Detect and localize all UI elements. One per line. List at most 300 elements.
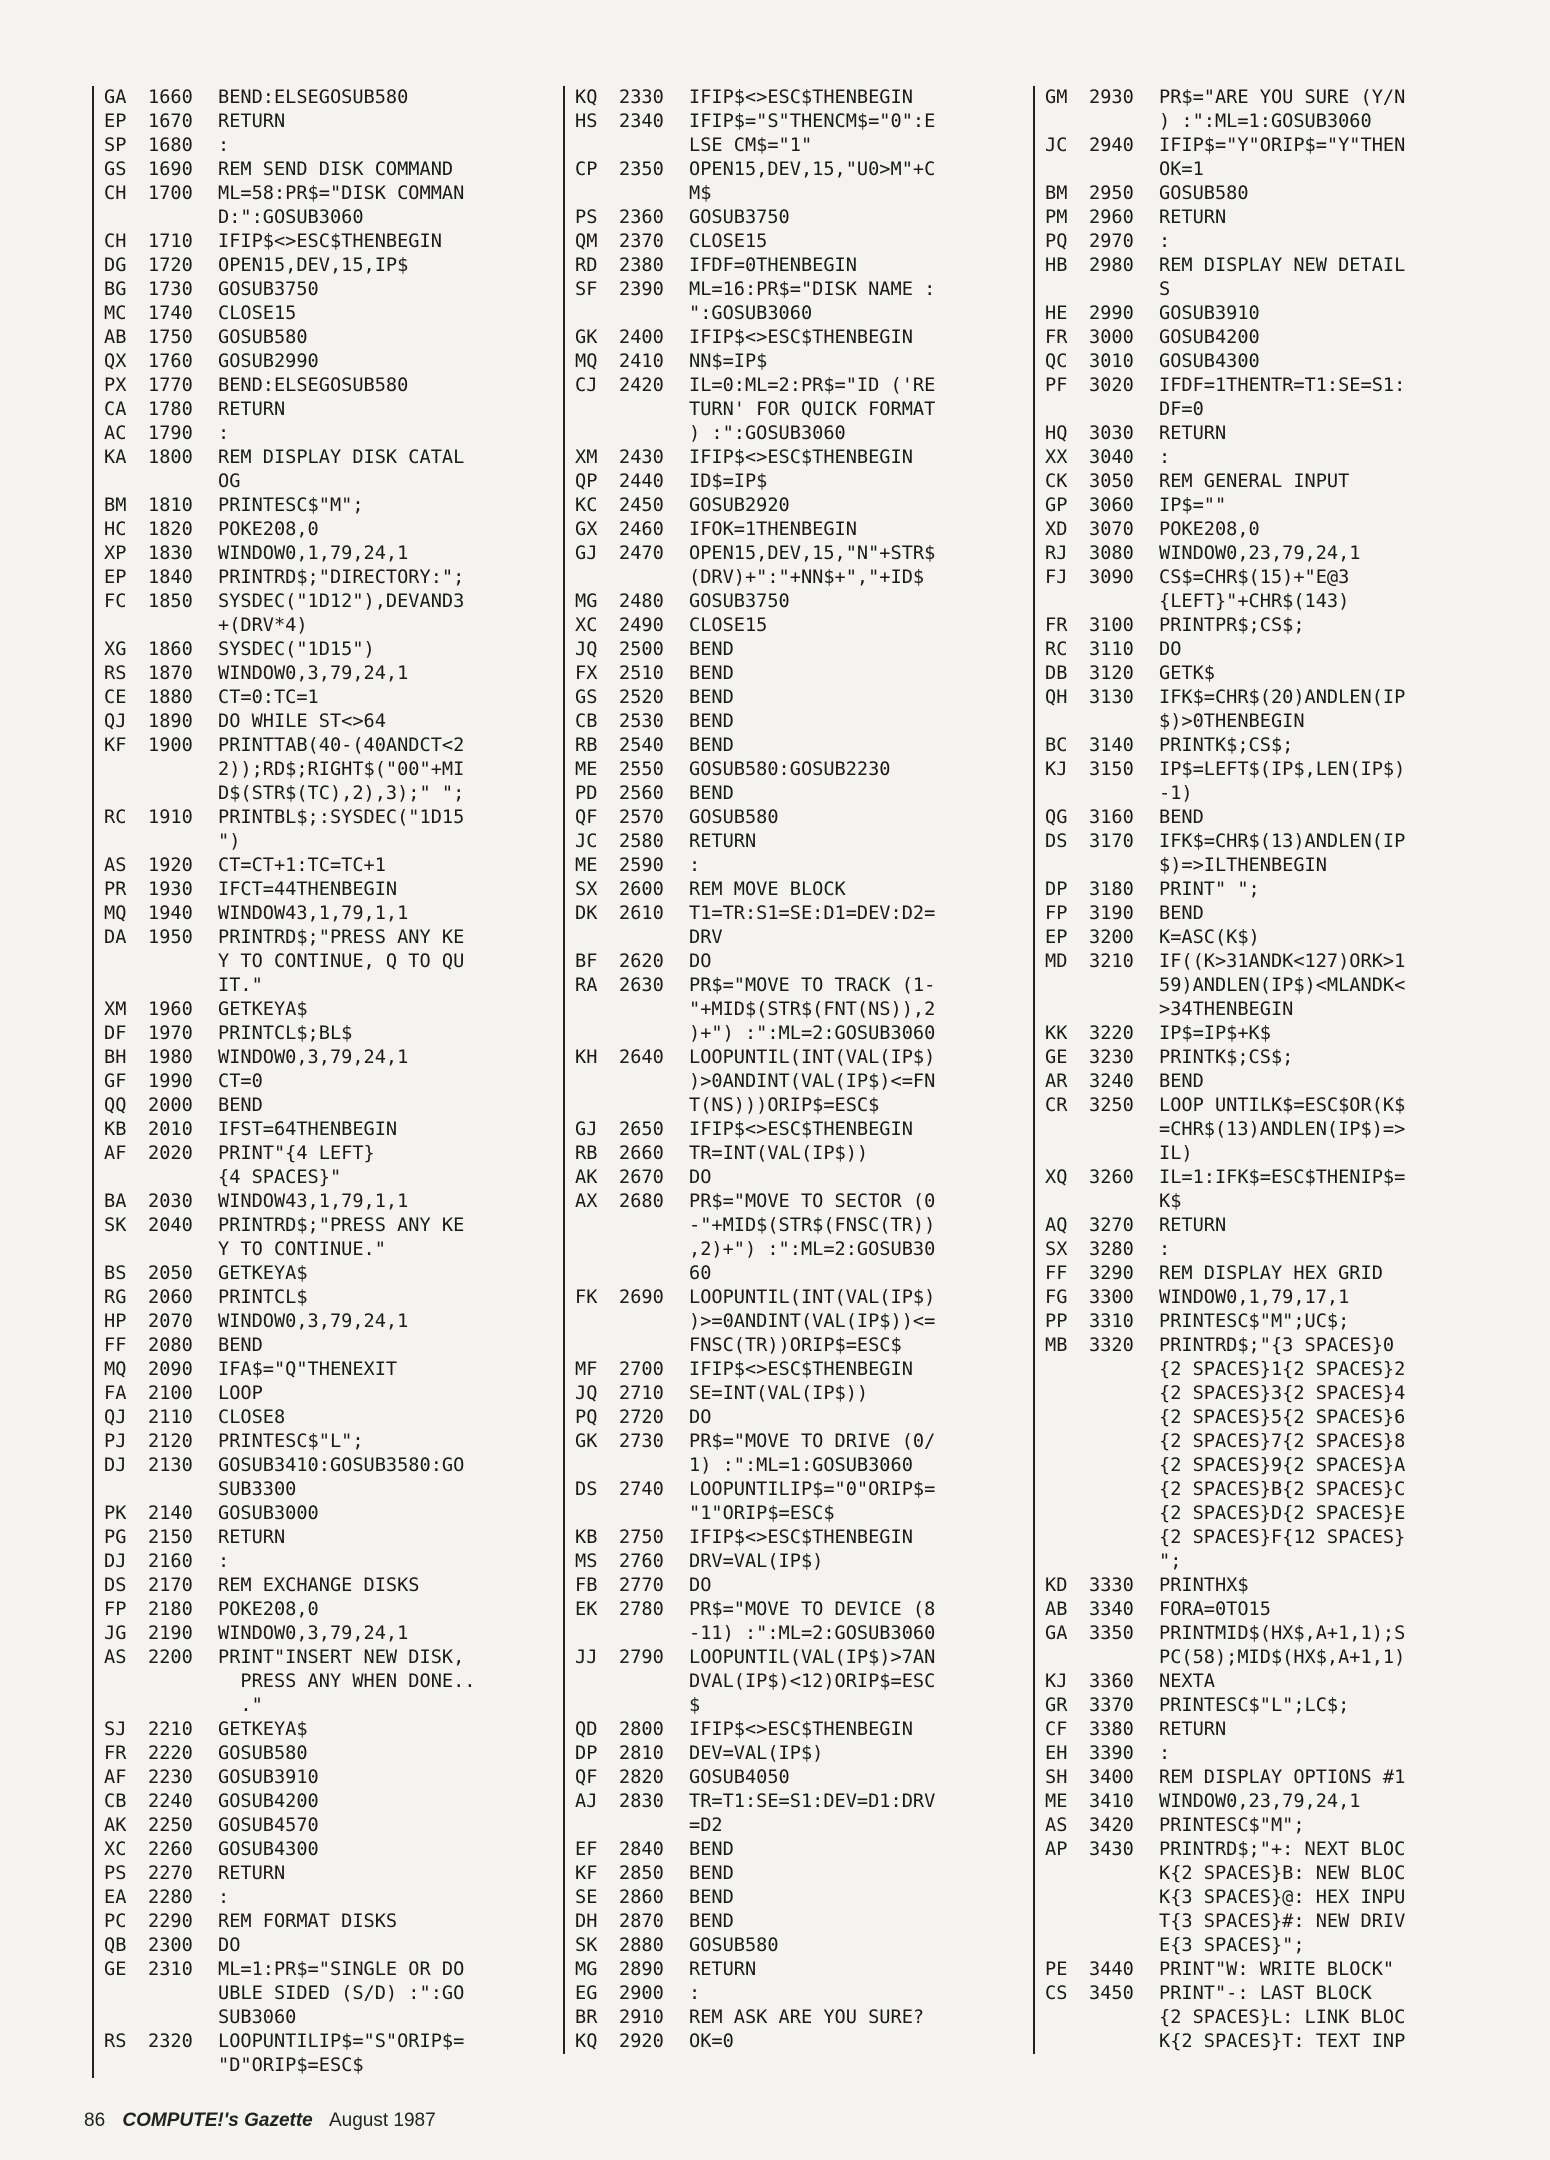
- listing-line: [1045, 1766, 1495, 1790]
- checksum-code: FR: [1045, 327, 1068, 348]
- listing-line: [104, 1454, 554, 1478]
- listing-line: [1045, 830, 1495, 854]
- checksum-code: CB: [104, 1791, 127, 1812]
- checksum-code: [1045, 278, 1089, 302]
- listing-line: [1045, 446, 1495, 470]
- line-number: [1089, 1142, 1159, 1166]
- line-number: 2330: [619, 87, 664, 108]
- listing-line: [104, 134, 554, 158]
- line-number: 3150: [1089, 759, 1134, 780]
- basic-statement: >34THENBEGIN: [1159, 999, 1294, 1020]
- basic-statement: OG: [218, 471, 241, 492]
- basic-statement: RETURN: [1159, 423, 1227, 444]
- line-number: 2090: [148, 1359, 193, 1380]
- line-number: 3260: [1089, 1167, 1134, 1188]
- listing-line: [1045, 230, 1495, 254]
- listing-line: [575, 1430, 1025, 1454]
- listing-line: [575, 374, 1025, 398]
- checksum-code: PF: [1045, 375, 1068, 396]
- basic-statement: GETK$: [1159, 663, 1215, 684]
- basic-statement: 2));RD$;RIGHT$("00"+MI: [218, 759, 465, 780]
- checksum-code: [575, 1502, 619, 1526]
- listing-line: [104, 686, 554, 710]
- checksum-code: MQ: [104, 903, 127, 924]
- line-number: [619, 1670, 689, 1694]
- basic-statement: GOSUB580:GOSUB2230: [689, 759, 891, 780]
- listing-line: [104, 278, 554, 302]
- line-number: 1760: [148, 351, 193, 372]
- listing-line: [1045, 926, 1495, 950]
- listing-line: [575, 158, 1025, 182]
- line-number: 2880: [619, 1935, 664, 1956]
- checksum-code: XC: [104, 1839, 127, 1860]
- line-number: 2790: [619, 1647, 664, 1668]
- listing-continuation-line: [575, 398, 1025, 422]
- checksum-code: QD: [575, 1719, 598, 1740]
- checksum-code: [1045, 398, 1089, 422]
- listing-line: [575, 1142, 1025, 1166]
- checksum-code: PP: [1045, 1311, 1068, 1332]
- line-number: 2420: [619, 375, 664, 396]
- basic-statement: IFCT=44THENBEGIN: [218, 879, 398, 900]
- line-number: 2380: [619, 255, 664, 276]
- checksum-code: DJ: [104, 1551, 127, 1572]
- basic-statement: ML=58:PR$="DISK COMMAN: [218, 183, 465, 204]
- basic-statement: D$(STR$(TC),2),3);" ";: [218, 783, 465, 804]
- listing-continuation-line: [575, 1022, 1025, 1046]
- listing-line: [1045, 1742, 1495, 1766]
- checksum-code: [575, 398, 619, 422]
- line-number: 1940: [148, 903, 193, 924]
- basic-statement: :: [218, 423, 230, 444]
- listing-line: [575, 1478, 1025, 1502]
- line-number: [148, 470, 218, 494]
- line-number: 2660: [619, 1143, 664, 1164]
- listing-line: [1045, 1238, 1495, 1262]
- checksum-code: [1045, 1934, 1089, 1958]
- listing-continuation-line: [104, 206, 554, 230]
- line-number: 2030: [148, 1191, 193, 1212]
- basic-statement: REM DISPLAY HEX GRID: [1159, 1263, 1383, 1284]
- checksum-code: KF: [575, 1863, 598, 1884]
- line-number: 1680: [148, 135, 193, 156]
- listing-continuation-line: [575, 1694, 1025, 1718]
- basic-statement: DO: [689, 1575, 712, 1596]
- line-number: 3370: [1089, 1695, 1134, 1716]
- line-number: [619, 1334, 689, 1358]
- line-number: 2950: [1089, 183, 1134, 204]
- listing-line: [104, 998, 554, 1022]
- checksum-code: CH: [104, 183, 127, 204]
- basic-statement: GETKEYA$: [218, 1263, 308, 1284]
- checksum-code: RA: [575, 975, 598, 996]
- line-number: 3180: [1089, 879, 1134, 900]
- line-number: 3120: [1089, 663, 1134, 684]
- line-number: [1089, 1382, 1159, 1406]
- listing-line: [575, 806, 1025, 830]
- basic-statement: DF=0: [1159, 399, 1204, 420]
- line-number: 1970: [148, 1023, 193, 1044]
- listing-line: [104, 1766, 554, 1790]
- listing-line: [104, 1886, 554, 1910]
- basic-statement: :: [1159, 1239, 1171, 1260]
- basic-statement: PRINTK$;CS$;: [1159, 1047, 1294, 1068]
- line-number: 2920: [619, 2031, 664, 2052]
- checksum-code: XQ: [1045, 1167, 1068, 1188]
- basic-statement: LOOPUNTIL(VAL(IP$)>7AN: [689, 1647, 936, 1668]
- line-number: 1740: [148, 303, 193, 324]
- basic-statement: )>0ANDINT(VAL(IP$)<=FN: [689, 1071, 936, 1092]
- line-number: 1820: [148, 519, 193, 540]
- listing-continuation-line: [104, 950, 554, 974]
- basic-statement: PRINT"{4 LEFT}: [218, 1143, 375, 1164]
- basic-statement: WINDOW43,1,79,1,1: [218, 903, 409, 924]
- checksum-code: [575, 566, 619, 590]
- line-number: [148, 830, 218, 854]
- checksum-code: MF: [575, 1359, 598, 1380]
- line-number: 1920: [148, 855, 193, 876]
- line-number: 1750: [148, 327, 193, 348]
- listing-line: [104, 1502, 554, 1526]
- checksum-code: FB: [575, 1575, 598, 1596]
- listing-line: [575, 1166, 1025, 1190]
- listing-continuation-line: [575, 566, 1025, 590]
- line-number: [619, 1814, 689, 1838]
- line-number: 1900: [148, 735, 193, 756]
- line-number: [1089, 278, 1159, 302]
- listing-line: [1045, 470, 1495, 494]
- checksum-code: SP: [104, 135, 127, 156]
- checksum-code: [1045, 2030, 1089, 2054]
- listing-continuation-line: [1045, 398, 1495, 422]
- checksum-code: [1045, 590, 1089, 614]
- listing-line: [104, 1526, 554, 1550]
- basic-statement: E{3 SPACES}";: [1159, 1935, 1305, 1956]
- listing-line: [1045, 1310, 1495, 1334]
- listing-line: [575, 110, 1025, 134]
- basic-statement: REM ASK ARE YOU SURE?: [689, 2007, 925, 2028]
- line-number: 2110: [148, 1407, 193, 1428]
- line-number: 1850: [148, 591, 193, 612]
- basic-statement: K=ASC(K$): [1159, 927, 1260, 948]
- line-number: 3350: [1089, 1623, 1134, 1644]
- basic-statement: GOSUB4200: [218, 1791, 319, 1812]
- checksum-code: DP: [575, 1743, 598, 1764]
- line-number: 1780: [148, 399, 193, 420]
- basic-statement: LOOPUNTIL(INT(VAL(IP$): [689, 1287, 936, 1308]
- basic-statement: NN$=IP$: [689, 351, 768, 372]
- basic-statement: GOSUB580: [689, 807, 779, 828]
- basic-statement: PRINTESC$"M";UC$;: [1159, 1311, 1350, 1332]
- basic-statement: PRINTESC$"L";: [218, 1431, 364, 1452]
- line-number: 2800: [619, 1719, 664, 1740]
- line-number: 3100: [1089, 615, 1134, 636]
- line-number: 3190: [1089, 903, 1134, 924]
- checksum-code: DG: [104, 255, 127, 276]
- checksum-code: CE: [104, 687, 127, 708]
- line-number: 1770: [148, 375, 193, 396]
- basic-statement: T(NS)))ORIP$=ESC$: [689, 1095, 880, 1116]
- checksum-code: KQ: [575, 87, 598, 108]
- basic-statement: GOSUB4300: [1159, 351, 1260, 372]
- checksum-code: HC: [104, 519, 127, 540]
- checksum-code: [1045, 998, 1089, 1022]
- line-number: 2280: [148, 1887, 193, 1908]
- basic-statement: GOSUB580: [218, 1743, 308, 1764]
- line-number: [619, 926, 689, 950]
- basic-statement: PRESS ANY WHEN DONE..: [218, 1671, 476, 1692]
- line-number: 3450: [1089, 1983, 1134, 2004]
- listing-line: [104, 1286, 554, 1310]
- line-number: [619, 182, 689, 206]
- line-number: [148, 1694, 218, 1718]
- basic-statement: REM DISPLAY NEW DETAIL: [1159, 255, 1406, 276]
- line-number: 2170: [148, 1575, 193, 1596]
- listing-continuation-line: [575, 1310, 1025, 1334]
- listing-line: [1045, 1286, 1495, 1310]
- checksum-code: KB: [575, 1527, 598, 1548]
- basic-statement: IFDF=0THENBEGIN: [689, 255, 857, 276]
- line-number: 2630: [619, 975, 664, 996]
- basic-statement: IFIP$<>ESC$THENBEGIN: [689, 1527, 913, 1548]
- listing-continuation-line: [1045, 1526, 1495, 1550]
- checksum-code: AK: [575, 1167, 598, 1188]
- listing-continuation-line: [1045, 1862, 1495, 1886]
- line-number: 2410: [619, 351, 664, 372]
- checksum-code: AK: [104, 1815, 127, 1836]
- listing-line: [104, 1934, 554, 1958]
- listing-line: [575, 230, 1025, 254]
- checksum-code: CH: [104, 231, 127, 252]
- checksum-code: XX: [1045, 447, 1068, 468]
- basic-statement: BEND: [689, 639, 734, 660]
- basic-statement: PRINT"-: LAST BLOCK: [1159, 1983, 1372, 2004]
- basic-statement: $)=>ILTHENBEGIN: [1159, 855, 1327, 876]
- basic-statement: GOSUB3410:GOSUB3580:GO: [218, 1455, 465, 1476]
- basic-statement: S: [1159, 279, 1171, 300]
- checksum-code: [1045, 1550, 1089, 1574]
- listing-line: [104, 1838, 554, 1862]
- line-number: 3410: [1089, 1791, 1134, 1812]
- checksum-code: [575, 134, 619, 158]
- listing-line: [575, 518, 1025, 542]
- listing-line: [1045, 374, 1495, 398]
- listing-line: [575, 974, 1025, 998]
- basic-statement: +(DRV*4): [218, 615, 308, 636]
- checksum-code: PQ: [575, 1407, 598, 1428]
- checksum-code: QP: [575, 471, 598, 492]
- checksum-code: KK: [1045, 1023, 1068, 1044]
- checksum-code: [104, 758, 148, 782]
- line-number: 2830: [619, 1791, 664, 1812]
- listing-line: [1045, 1814, 1495, 1838]
- basic-statement: WINDOW0,3,79,24,1: [218, 1311, 409, 1332]
- basic-statement: PRINTMID$(HX$,A+1,1);S: [1159, 1623, 1406, 1644]
- listing-continuation-line: [1045, 158, 1495, 182]
- listing-continuation-line: [1045, 1478, 1495, 1502]
- listing-line: [575, 710, 1025, 734]
- listing-continuation-line: [1045, 1934, 1495, 1958]
- basic-statement: :: [689, 855, 701, 876]
- basic-statement: DRV: [689, 927, 723, 948]
- listing-line: [1045, 1598, 1495, 1622]
- checksum-code: [104, 950, 148, 974]
- listing-continuation-line: [104, 470, 554, 494]
- basic-statement: Y TO CONTINUE, Q TO QU: [218, 951, 465, 972]
- checksum-code: QB: [104, 1935, 127, 1956]
- listing-line: [104, 710, 554, 734]
- line-number: 1890: [148, 711, 193, 732]
- checksum-code: BF: [575, 951, 598, 972]
- listing-continuation-line: [104, 782, 554, 806]
- checksum-code: KF: [104, 735, 127, 756]
- basic-statement: TR=INT(VAL(IP$)): [689, 1143, 869, 1164]
- checksum-code: SE: [575, 1887, 598, 1908]
- listing-continuation-line: [104, 1166, 554, 1190]
- listing-line: [1045, 902, 1495, 926]
- line-number: 3270: [1089, 1215, 1134, 1236]
- basic-statement: GOSUB3910: [1159, 303, 1260, 324]
- basic-statement: GOSUB3000: [218, 1503, 319, 1524]
- line-number: [1089, 398, 1159, 422]
- listing-continuation-line: [1045, 2030, 1495, 2054]
- checksum-code: GA: [104, 87, 127, 108]
- line-number: [1089, 1910, 1159, 1934]
- basic-statement: "): [218, 831, 241, 852]
- checksum-code: [1045, 854, 1089, 878]
- listing-line: [104, 1334, 554, 1358]
- listing-line: [104, 1598, 554, 1622]
- checksum-code: BM: [1045, 183, 1068, 204]
- basic-statement: IFIP$="Y"ORIP$="Y"THEN: [1159, 135, 1406, 156]
- basic-statement: FNSC(TR))ORIP$=ESC$: [689, 1335, 902, 1356]
- line-number: 3290: [1089, 1263, 1134, 1284]
- listing-line: [104, 350, 554, 374]
- basic-statement: T{3 SPACES}#: NEW DRIV: [1159, 1911, 1406, 1932]
- checksum-code: XP: [104, 543, 127, 564]
- checksum-code: QF: [575, 807, 598, 828]
- basic-statement: PRINTESC$"M";: [218, 495, 364, 516]
- checksum-code: JJ: [575, 1647, 598, 1668]
- checksum-code: PE: [1045, 1959, 1068, 1980]
- listing-line: [575, 1046, 1025, 1070]
- basic-statement: GOSUB4300: [218, 1839, 319, 1860]
- checksum-code: EP: [1045, 927, 1068, 948]
- basic-statement: DRV=VAL(IP$): [689, 1551, 824, 1572]
- checksum-code: MQ: [104, 1359, 127, 1380]
- line-number: 2810: [619, 1743, 664, 1764]
- line-number: 3330: [1089, 1575, 1134, 1596]
- checksum-code: DS: [104, 1575, 127, 1596]
- listing-line: [104, 446, 554, 470]
- basic-statement: IFOK=1THENBEGIN: [689, 519, 857, 540]
- basic-statement: TURN' FOR QUICK FORMAT: [689, 399, 936, 420]
- checksum-code: SH: [1045, 1767, 1068, 1788]
- line-number: 2760: [619, 1551, 664, 1572]
- basic-statement: =CHR$(13)ANDLEN(IP$)=>: [1159, 1119, 1406, 1140]
- checksum-code: CF: [1045, 1719, 1068, 1740]
- line-number: [1089, 854, 1159, 878]
- line-number: 2720: [619, 1407, 664, 1428]
- checksum-code: EP: [104, 111, 127, 132]
- line-number: [619, 566, 689, 590]
- line-number: [1089, 590, 1159, 614]
- line-number: 2870: [619, 1911, 664, 1932]
- listing-continuation-line: [104, 614, 554, 638]
- listing-line: [1045, 1694, 1495, 1718]
- checksum-code: [104, 830, 148, 854]
- listing-continuation-line: [104, 974, 554, 998]
- checksum-code: HE: [1045, 303, 1068, 324]
- line-number: [1089, 1502, 1159, 1526]
- line-number: 2260: [148, 1839, 193, 1860]
- listing-line: [1045, 326, 1495, 350]
- basic-statement: RETURN: [1159, 1215, 1227, 1236]
- line-number: 1950: [148, 927, 193, 948]
- line-number: 2300: [148, 1935, 193, 1956]
- basic-statement: CT=0: [218, 1071, 263, 1092]
- listing-continuation-line: [104, 2006, 554, 2030]
- listing-continuation-line: [1045, 1886, 1495, 1910]
- basic-statement: )>=0ANDINT(VAL(IP$))<=: [689, 1311, 936, 1332]
- line-number: 2670: [619, 1167, 664, 1188]
- line-number: [1089, 2030, 1159, 2054]
- checksum-code: [104, 1238, 148, 1262]
- listing-line: [1045, 806, 1495, 830]
- line-number: [1089, 1526, 1159, 1550]
- basic-statement: GOSUB4050: [689, 1767, 790, 1788]
- basic-statement: :: [218, 135, 230, 156]
- listing-line: [104, 1574, 554, 1598]
- line-number: 2050: [148, 1263, 193, 1284]
- checksum-code: FF: [104, 1335, 127, 1356]
- basic-statement: IL): [1159, 1143, 1193, 1164]
- basic-statement: REM DISPLAY DISK CATAL: [218, 447, 465, 468]
- listing-continuation-line: [1045, 1454, 1495, 1478]
- basic-statement: :: [1159, 231, 1171, 252]
- basic-statement: T1=TR:S1=SE:D1=DEV:D2=: [689, 903, 936, 924]
- listing-continuation-line: [1045, 1190, 1495, 1214]
- listing-line: [575, 1934, 1025, 1958]
- listing-line: [1045, 350, 1495, 374]
- listing-line: [575, 350, 1025, 374]
- line-number: [619, 302, 689, 326]
- listing-continuation-line: [1045, 1430, 1495, 1454]
- basic-statement: {2 SPACES}B{2 SPACES}C: [1159, 1479, 1406, 1500]
- listing-continuation-line: [575, 998, 1025, 1022]
- line-number: 2750: [619, 1527, 664, 1548]
- checksum-code: [575, 1334, 619, 1358]
- line-number: 2360: [619, 207, 664, 228]
- listing-line: [575, 2030, 1025, 2054]
- line-number: 2390: [619, 279, 664, 300]
- listing-line: [575, 662, 1025, 686]
- listing-line: [104, 1958, 554, 1982]
- checksum-code: GR: [1045, 1695, 1068, 1716]
- checksum-code: [575, 1310, 619, 1334]
- basic-statement: DVAL(IP$)<12)ORIP$=ESC: [689, 1671, 936, 1692]
- checksum-code: [1045, 1502, 1089, 1526]
- checksum-code: PG: [104, 1527, 127, 1548]
- line-number: [619, 1694, 689, 1718]
- basic-statement: {LEFT}"+CHR$(143): [1159, 591, 1350, 612]
- line-number: 2970: [1089, 231, 1134, 252]
- checksum-code: [104, 2006, 148, 2030]
- line-number: 2580: [619, 831, 664, 852]
- checksum-code: [575, 1214, 619, 1238]
- line-number: 1830: [148, 543, 193, 564]
- line-number: [148, 758, 218, 782]
